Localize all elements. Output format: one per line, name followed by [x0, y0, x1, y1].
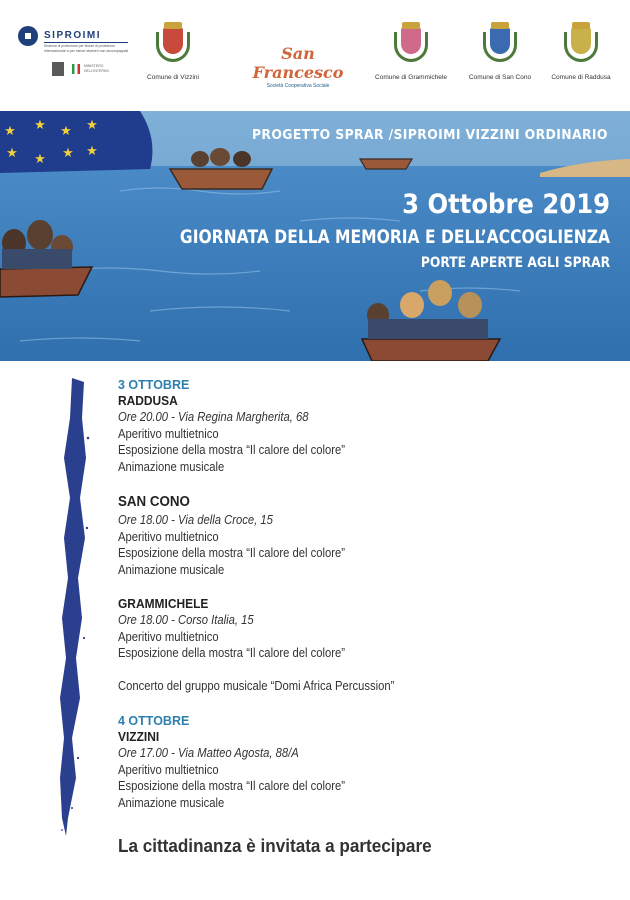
program-item: Animazione musicale — [118, 459, 225, 474]
time-address: Ore 17.00 - Via Matteo Agosta, 88/A — [118, 746, 299, 760]
svg-text:★: ★ — [86, 118, 98, 133]
ministry-label: MINISTERO DELL'INTERNO — [84, 64, 110, 73]
date-heading-4-ottobre: 4 OTTOBRE — [118, 714, 190, 728]
place-name: SAN CONO — [118, 494, 190, 510]
date-heading-3-ottobre: 3 OTTOBRE — [118, 378, 190, 392]
hero-banner — [0, 111, 630, 361]
svg-text:★: ★ — [60, 124, 72, 139]
place-name: VIZZINI — [118, 729, 160, 744]
eu-flag-icon — [0, 111, 152, 173]
program-item: Esposizione della mostra “Il calore del colore” — [118, 546, 345, 560]
siproimi-mark-icon — [18, 26, 38, 46]
program-grammichele — [118, 596, 588, 662]
time-address: Ore 18.00 - Corso Italia, 15 — [118, 613, 254, 627]
comune-vizzini-label: Comune di Vizzini — [147, 74, 199, 81]
program-item: Esposizione della mostra “Il calore del colore” — [118, 646, 345, 660]
svg-text:★: ★ — [34, 152, 46, 167]
comune-san-cono-label: Comune di San Cono — [468, 74, 532, 81]
program-item: Esposizione della mostra “Il calore del colore” — [118, 443, 345, 457]
project-title: PROGETTO SPRAR /SIPROIMI VIZZINI ORDINARIO — [252, 127, 608, 143]
svg-text:★: ★ — [6, 146, 18, 161]
divider — [44, 42, 128, 43]
decorative-stripe — [58, 378, 108, 838]
grammichele-crest-icon — [394, 22, 428, 66]
svg-text:★: ★ — [62, 146, 74, 161]
cooperative-subtitle: Società Cooperativa Sociale — [266, 83, 330, 89]
republic-emblem-icon — [52, 62, 64, 76]
place-name: GRAMMICHELE — [118, 596, 209, 611]
cooperative-name: San Francesco — [252, 44, 344, 82]
san-cono-crest-icon — [483, 22, 517, 66]
program-san-cono — [118, 493, 588, 578]
time-address: Ore 20.00 - Via Regina Margherita, 68 — [118, 410, 309, 424]
event-program — [118, 378, 588, 829]
san-francesco-logo — [242, 44, 354, 89]
event-title: GIORNATA DELLA MEMORIA E DELL’ACCOGLIENZA — [179, 227, 610, 248]
svg-text:★: ★ — [86, 144, 98, 159]
concert-note: Concerto del gruppo musicale “Domi Africa Percussion” — [118, 678, 395, 693]
svg-text:★: ★ — [34, 118, 46, 133]
event-subtitle: PORTE APERTE AGLI SPRAR — [420, 255, 610, 271]
logo-header — [0, 0, 630, 108]
program-item: Aperitivo multietnico — [118, 426, 219, 441]
program-vizzini — [118, 714, 588, 811]
program-item: Animazione musicale — [118, 562, 225, 577]
svg-text:★: ★ — [4, 124, 16, 139]
program-item: Animazione musicale — [118, 795, 225, 810]
time-address: Ore 18.00 - Via della Croce, 15 — [118, 513, 273, 527]
siproimi-subtitle: Sistema di protezione per titolari di protezione internazionale e per minori stranieri non accompagnati — [44, 44, 129, 53]
comune-raddusa-label: Comune di Raddusa — [551, 74, 611, 81]
program-item: Aperitivo multietnico — [118, 629, 219, 644]
italian-flag-icon — [72, 64, 80, 74]
program-item: Esposizione della mostra “Il calore del colore” — [118, 779, 345, 793]
event-date: 3 Ottobre 2019 — [402, 189, 610, 220]
closing-invitation: La cittadinanza è invitata a partecipare — [118, 836, 432, 856]
raddusa-crest-icon — [564, 22, 598, 66]
program-raddusa — [118, 378, 588, 475]
program-item: Aperitivo multietnico — [118, 762, 219, 777]
siproimi-logo — [18, 24, 128, 84]
comune-grammichele-label: Comune di Grammichele — [375, 74, 447, 81]
program-item: Aperitivo multietnico — [118, 529, 219, 544]
siproimi-name: SIPROIMI — [44, 30, 102, 41]
place-name: RADDUSA — [118, 393, 178, 408]
vizzini-crest-icon — [156, 22, 190, 66]
